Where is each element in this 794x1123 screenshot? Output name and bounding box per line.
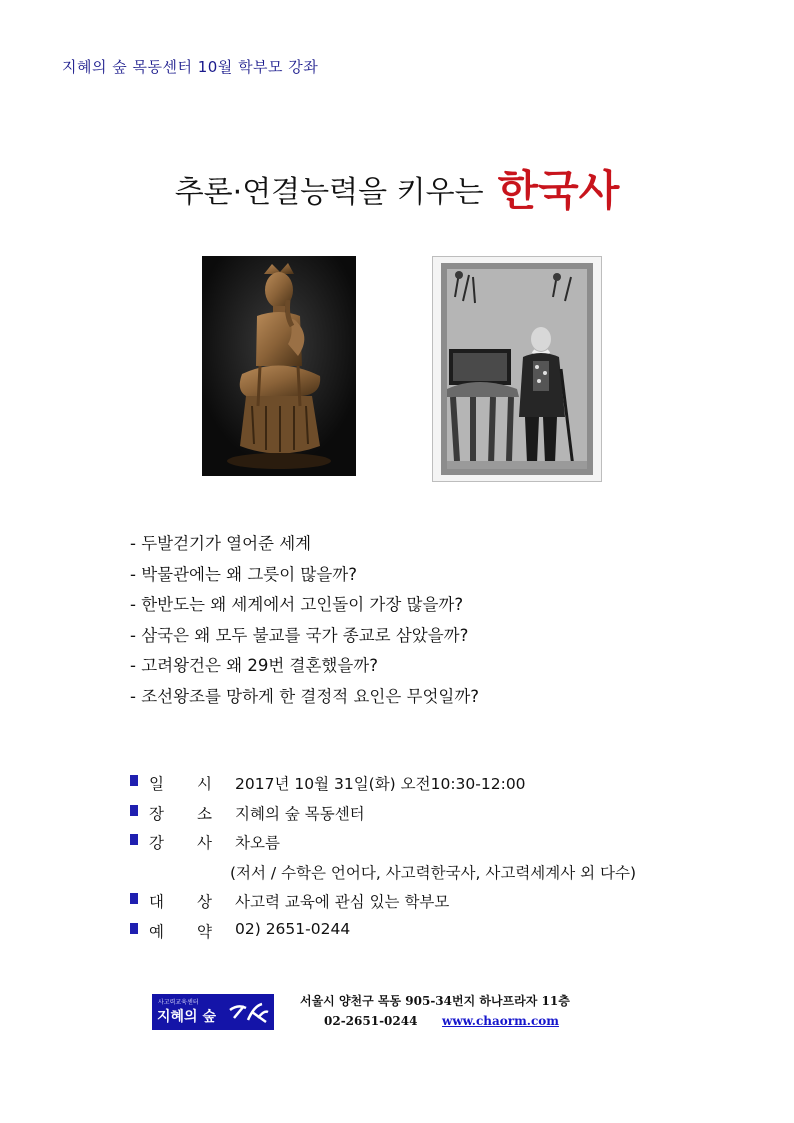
place-label: 장 소 bbox=[149, 804, 212, 823]
target-label: 대 상 bbox=[149, 893, 212, 911]
flyer-header: 지혜의 숲 목동센터 10월 학부모 강좌 bbox=[62, 58, 319, 76]
list-item: - 박물관에는 왜 그릇이 많을까? bbox=[130, 564, 357, 584]
brand-logo: 사고력교육센터 지혜의 숲 bbox=[152, 994, 274, 1030]
event-info bbox=[130, 772, 636, 949]
bullet-square-icon bbox=[130, 805, 138, 816]
date-label: 일 시 bbox=[149, 775, 212, 793]
page-title bbox=[0, 158, 794, 218]
bullet-square-icon bbox=[130, 834, 138, 845]
uniform-portrait-photo bbox=[432, 256, 602, 482]
footer-phone: 02-2651-0244 bbox=[324, 1014, 418, 1028]
list-item: - 삼국은 왜 모두 불교를 국가 종교로 삼았을까? bbox=[130, 625, 469, 645]
target-value: 사고력 교육에 관심 있는 학부모 bbox=[235, 893, 450, 911]
info-row-date bbox=[130, 772, 636, 802]
bullet-square-icon bbox=[130, 923, 138, 934]
reservation-label: 예 약 bbox=[149, 922, 212, 941]
info-row-target bbox=[130, 890, 636, 920]
info-row-place bbox=[130, 802, 636, 832]
footer-address: 서울시 양천구 목동 905-34번지 하나프라자 11층 bbox=[300, 994, 570, 1008]
list-item: - 두발걷기가 열어준 세계 bbox=[130, 534, 312, 553]
reservation-value: 02) 2651-0244 bbox=[235, 919, 351, 938]
info-row-reservation bbox=[130, 920, 636, 950]
info-row-lecturer bbox=[130, 831, 636, 861]
lecturer-value: 차오름 bbox=[235, 834, 280, 852]
lecturer-label: 강 사 bbox=[149, 834, 212, 852]
date-value: 2017년 10월 31일(화) 오전10:30-12:00 bbox=[235, 775, 526, 793]
list-item: - 조선왕조를 망하게 한 결정적 요인은 무엇일까? bbox=[130, 686, 480, 706]
place-value: 지혜의 숲 목동센터 bbox=[235, 804, 365, 823]
title-accent: 한국사 bbox=[497, 166, 620, 215]
website-link[interactable]: www.chaorm.com bbox=[442, 1014, 559, 1028]
bullet-square-icon bbox=[130, 893, 138, 904]
bullet-square-icon bbox=[130, 775, 138, 786]
lecturer-note: (저서 / 수학은 언어다, 사고력한국사, 사고력세계사 외 다수) bbox=[230, 863, 637, 882]
title-main: 추론·연결능력을 키우는 bbox=[174, 175, 484, 210]
topic-list bbox=[130, 530, 479, 713]
brush-mark-icon bbox=[228, 1000, 270, 1026]
bodhisattva-statue-photo bbox=[202, 256, 356, 476]
list-item: - 한반도는 왜 세계에서 고인돌이 가장 많을까? bbox=[130, 595, 464, 614]
list-item: - 고려왕건은 왜 29번 결혼했을까? bbox=[130, 656, 378, 675]
